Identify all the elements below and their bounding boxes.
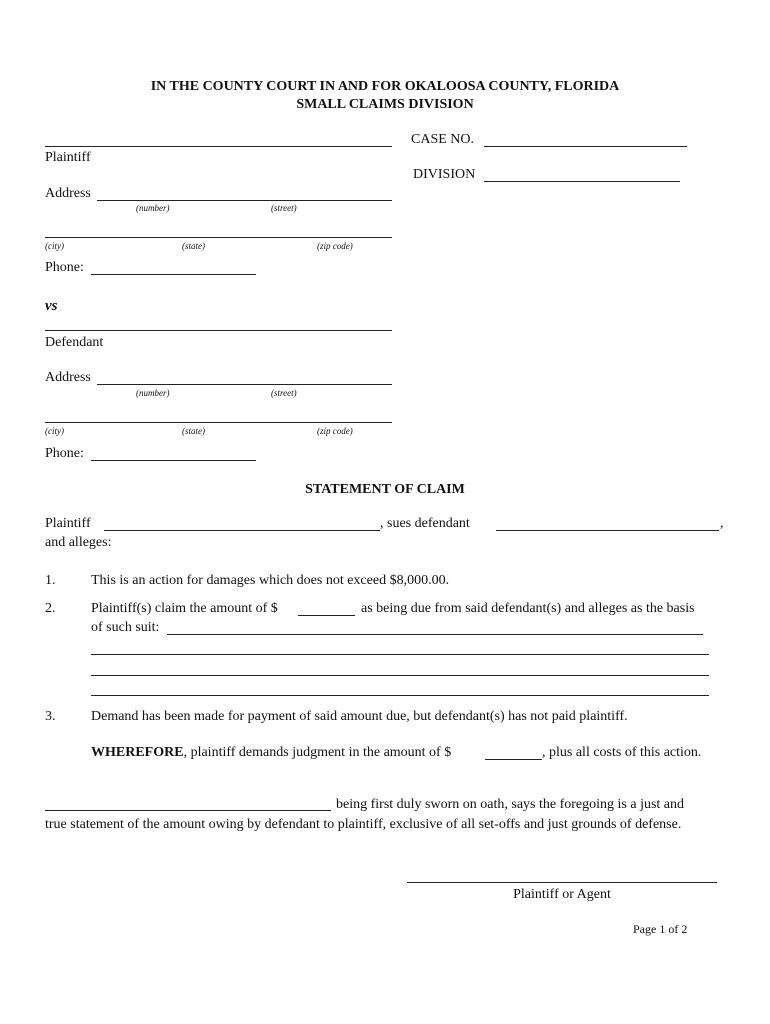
oath-line-1: being first duly sworn on oath, says the foregoing is a just and <box>336 797 685 812</box>
defendant-address-line[interactable] <box>97 384 392 385</box>
plaintiff-city-hint: (city) <box>45 241 64 251</box>
defendant-state-hint: (state) <box>182 426 205 436</box>
alleges-label: and alleges: <box>45 535 112 550</box>
versus-label: vs <box>45 298 58 314</box>
defendant-street-hint: (street) <box>271 388 297 398</box>
basis-line-2[interactable] <box>91 654 709 655</box>
division-line[interactable] <box>484 181 680 182</box>
division-label: DIVISION <box>413 167 476 182</box>
item-2-text-b: as being due from said defendant(s) and alleges as the basis <box>361 601 695 616</box>
defendant-city-line[interactable] <box>45 422 392 423</box>
defendant-phone-line[interactable] <box>91 460 256 461</box>
statement-title: STATEMENT OF CLAIM <box>305 482 465 497</box>
basis-line-1[interactable] <box>167 634 703 635</box>
plaintiff-city-line[interactable] <box>45 237 392 238</box>
defendant-zip-hint: (zip code) <box>317 426 353 436</box>
plaintiff-phone-line[interactable] <box>91 274 256 275</box>
plaintiff-address-line[interactable] <box>97 200 392 201</box>
item-2-text-c: of such suit: <box>91 620 160 635</box>
plaintiff-name-line[interactable] <box>45 146 392 147</box>
claim-trailing-comma: , <box>720 516 724 531</box>
plaintiff-zip-hint: (zip code) <box>317 241 353 251</box>
wherefore-text-a: , plaintiff demands judgment in the amount of $ <box>183 745 452 760</box>
signature-line[interactable] <box>407 882 717 883</box>
wherefore-keyword: WHEREFORE <box>91 745 184 760</box>
court-division: SMALL CLAIMS DIVISION <box>296 97 474 112</box>
plaintiff-label: Plaintiff <box>45 150 91 165</box>
claim-defendant-line[interactable] <box>496 530 719 531</box>
judgment-amount-line[interactable] <box>485 759 542 760</box>
plaintiff-phone-label: Phone: <box>45 260 84 275</box>
wherefore-line <box>91 745 451 761</box>
oath-line-2: true statement of the amount owing by defendant to plaintiff, exclusive of all set-offs and just grounds of defense. <box>45 817 682 832</box>
sues-defendant-label: , sues defendant <box>380 516 470 531</box>
item-2-number: 2. <box>45 601 56 616</box>
plaintiff-street-hint: (street) <box>271 203 297 213</box>
signature-label: Plaintiff or Agent <box>513 887 611 902</box>
defendant-city-hint: (city) <box>45 426 64 436</box>
wherefore-text-b: , plus all costs of this action. <box>542 745 702 760</box>
plaintiff-address-label: Address <box>45 186 91 201</box>
defendant-label: Defendant <box>45 335 104 350</box>
case-no-line[interactable] <box>484 146 687 147</box>
page-number: Page 1 of 2 <box>633 922 688 936</box>
item-1-text: This is an action for damages which does not exceed $8,000.00. <box>91 573 450 588</box>
court-title: IN THE COUNTY COURT IN AND FOR OKALOOSA COUNTY, FLORIDA <box>150 79 620 94</box>
item-3-number: 3. <box>45 709 56 724</box>
plaintiff-state-hint: (state) <box>182 241 205 251</box>
defendant-phone-label: Phone: <box>45 446 84 461</box>
defendant-name-line[interactable] <box>45 330 392 331</box>
defendant-number-hint: (number) <box>136 388 170 398</box>
item-1-number: 1. <box>45 573 56 588</box>
defendant-address-label: Address <box>45 370 91 385</box>
item-3-text: Demand has been made for payment of said amount due, but defendant(s) has not paid plaintiff. <box>91 709 628 724</box>
basis-line-3[interactable] <box>91 675 709 676</box>
plaintiff-number-hint: (number) <box>136 203 170 213</box>
claim-plaintiff-label: Plaintiff <box>45 516 91 531</box>
claim-plaintiff-line[interactable] <box>104 530 380 531</box>
case-no-label: CASE NO. <box>411 132 475 147</box>
affiant-name-line[interactable] <box>45 810 331 811</box>
basis-line-4[interactable] <box>91 695 709 696</box>
claim-amount-line[interactable] <box>298 615 355 616</box>
item-2-text-a: Plaintiff(s) claim the amount of $ <box>91 601 278 616</box>
